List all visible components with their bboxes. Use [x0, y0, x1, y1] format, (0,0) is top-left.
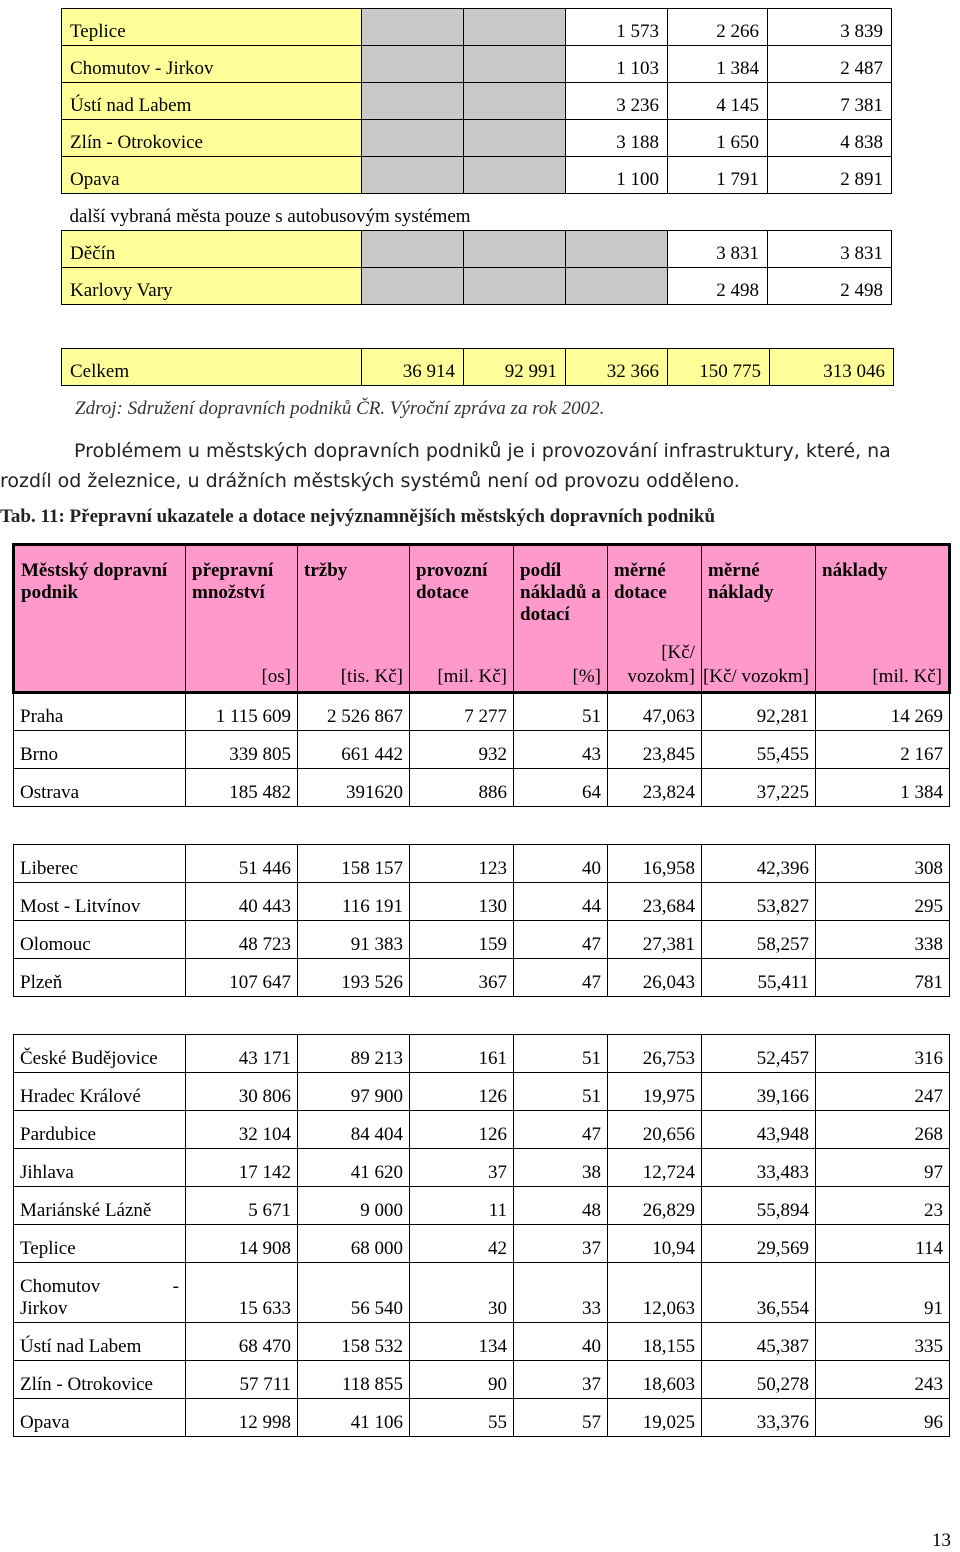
value-cell: 158 157: [298, 845, 410, 883]
table-row: [14, 1149, 950, 1187]
value-cell: 14 269: [816, 693, 950, 731]
value-cell: 12,724: [608, 1149, 702, 1187]
table-row: [14, 1263, 950, 1323]
value-cell: 52,457: [702, 1035, 816, 1073]
upper-total-table: [61, 348, 894, 386]
table-row: [14, 883, 950, 921]
value-cell: 45,387: [702, 1323, 816, 1361]
total-cell: 150 775: [668, 349, 770, 386]
value-cell: 308: [816, 845, 950, 883]
value-cell: 932: [410, 731, 514, 769]
city-name: Karlovy Vary: [62, 268, 362, 305]
company-name: Plzeň: [14, 959, 186, 997]
value-cell: 107 647: [186, 959, 298, 997]
value-cell: 1 384: [816, 769, 950, 807]
value-cell: 126: [410, 1073, 514, 1111]
company-name: České Budějovice: [14, 1035, 186, 1073]
total-cell: 313 046: [770, 349, 894, 386]
column-header: [186, 545, 298, 693]
city-name: Ústí nad Labem: [62, 83, 362, 120]
city-name: Teplice: [62, 9, 362, 46]
table-row: [14, 1225, 950, 1263]
value-cell: 40: [514, 1323, 608, 1361]
total-cell: 92 991: [464, 349, 566, 386]
paragraph-line: rozdíl od železnice, u drážních městských systémů není od provozu odděleno.: [0, 470, 740, 492]
empty-cell: [464, 120, 566, 157]
value-cell: 51: [514, 1035, 608, 1073]
company-name: Mariánské Lázně: [14, 1187, 186, 1225]
section-label: další vybraná města pouze s autobusovým systémem: [62, 194, 892, 231]
value-cell: 126: [410, 1111, 514, 1149]
name-dash: -: [172, 1276, 179, 1297]
empty-cell: [464, 231, 566, 268]
value-cell: 1 103: [566, 46, 668, 83]
value-cell: 23: [816, 1187, 950, 1225]
column-header: [298, 545, 410, 693]
value-cell: 4 838: [768, 120, 892, 157]
value-cell: 391620: [298, 769, 410, 807]
company-name: Jihlava: [14, 1149, 186, 1187]
empty-cell: [464, 83, 566, 120]
value-cell: 1 115 609: [186, 693, 298, 731]
value-cell: 37: [514, 1225, 608, 1263]
company-name: [14, 1263, 186, 1323]
value-cell: 23,684: [608, 883, 702, 921]
table-row: [14, 1073, 950, 1111]
value-cell: 118 855: [298, 1361, 410, 1399]
main-table: [12, 543, 951, 1437]
spacer-cell: [14, 997, 950, 1035]
value-cell: 193 526: [298, 959, 410, 997]
table-row: [14, 1111, 950, 1149]
value-cell: 11: [410, 1187, 514, 1225]
value-cell: 661 442: [298, 731, 410, 769]
value-cell: 55: [410, 1399, 514, 1437]
value-cell: 40: [514, 845, 608, 883]
table-caption: Tab. 11: Přepravní ukazatele a dotace nejvýznamnějších městských dopravních podniků: [0, 506, 716, 527]
value-cell: 1 791: [668, 157, 768, 194]
value-cell: 12,063: [608, 1263, 702, 1323]
value-cell: 20,656: [608, 1111, 702, 1149]
value-cell: 41 106: [298, 1399, 410, 1437]
table-row: [62, 268, 892, 305]
value-cell: 39,166: [702, 1073, 816, 1111]
value-cell: 3 188: [566, 120, 668, 157]
value-cell: 116 191: [298, 883, 410, 921]
value-cell: 12 998: [186, 1399, 298, 1437]
value-cell: 10,94: [608, 1225, 702, 1263]
empty-cell: [362, 83, 464, 120]
spacer-row: [14, 807, 950, 845]
value-cell: 43 171: [186, 1035, 298, 1073]
city-name: Zlín - Otrokovice: [62, 120, 362, 157]
upper-table: [61, 8, 892, 305]
value-cell: 339 805: [186, 731, 298, 769]
table-row: [62, 231, 892, 268]
column-header: [410, 545, 514, 693]
empty-cell: [464, 9, 566, 46]
header-label: měrné náklady: [708, 560, 774, 603]
total-cell: 36 914: [362, 349, 464, 386]
value-cell: 48: [514, 1187, 608, 1225]
value-cell: 247: [816, 1073, 950, 1111]
value-cell: 58,257: [702, 921, 816, 959]
value-cell: 57: [514, 1399, 608, 1437]
table-row: [14, 731, 950, 769]
header-unit: [mil. Kč]: [437, 666, 507, 687]
value-cell: 2 167: [816, 731, 950, 769]
value-cell: 185 482: [186, 769, 298, 807]
value-cell: 47: [514, 921, 608, 959]
value-cell: 51: [514, 1073, 608, 1111]
value-cell: 27,381: [608, 921, 702, 959]
value-cell: 51: [514, 693, 608, 731]
value-cell: 43,948: [702, 1111, 816, 1149]
company-name: Most - Litvínov: [14, 883, 186, 921]
header-unit: [os]: [261, 666, 291, 687]
value-cell: 268: [816, 1111, 950, 1149]
empty-cell: [362, 46, 464, 83]
value-cell: 1 573: [566, 9, 668, 46]
total-cell: 32 366: [566, 349, 668, 386]
value-cell: 38: [514, 1149, 608, 1187]
page-number: 13: [932, 1530, 951, 1551]
value-cell: 1 100: [566, 157, 668, 194]
value-cell: 5 671: [186, 1187, 298, 1225]
value-cell: 2 526 867: [298, 693, 410, 731]
value-cell: 2 498: [668, 268, 768, 305]
empty-cell: [362, 120, 464, 157]
header-label: náklady: [822, 560, 888, 581]
empty-cell: [464, 268, 566, 305]
value-cell: 14 908: [186, 1225, 298, 1263]
value-cell: 42,396: [702, 845, 816, 883]
city-name: Děčín: [62, 231, 362, 268]
value-cell: 26,753: [608, 1035, 702, 1073]
value-cell: 130: [410, 883, 514, 921]
value-cell: 47: [514, 1111, 608, 1149]
name-line: Jirkov: [20, 1298, 68, 1319]
value-cell: 18,155: [608, 1323, 702, 1361]
header-label: měrné dotace: [614, 560, 667, 603]
source-note: Zdroj: Sdružení dopravních podniků ČR. Výroční zpráva za rok 2002.: [75, 398, 605, 419]
value-cell: 68 470: [186, 1323, 298, 1361]
value-cell: 3 839: [768, 9, 892, 46]
value-cell: 51 446: [186, 845, 298, 883]
value-cell: 68 000: [298, 1225, 410, 1263]
table-row: [14, 1399, 950, 1437]
empty-cell: [566, 268, 668, 305]
column-header: [816, 545, 950, 693]
column-header: [514, 545, 608, 693]
company-name: Opava: [14, 1399, 186, 1437]
value-cell: 338: [816, 921, 950, 959]
value-cell: 91 383: [298, 921, 410, 959]
value-cell: 18,603: [608, 1361, 702, 1399]
value-cell: 781: [816, 959, 950, 997]
empty-cell: [362, 157, 464, 194]
value-cell: 37,225: [702, 769, 816, 807]
empty-cell: [566, 231, 668, 268]
value-cell: 23,824: [608, 769, 702, 807]
header-unit: [%]: [572, 666, 601, 687]
value-cell: 33,376: [702, 1399, 816, 1437]
header-label: Městský dopravní podnik: [21, 560, 168, 603]
value-cell: 92,281: [702, 693, 816, 731]
spacer-row: [14, 997, 950, 1035]
header-unit: [mil. Kč]: [872, 666, 942, 687]
city-name: Chomutov - Jirkov: [62, 46, 362, 83]
paragraph: [0, 436, 960, 496]
company-name: Olomouc: [14, 921, 186, 959]
value-cell: 44: [514, 883, 608, 921]
table-row: [14, 921, 950, 959]
value-cell: 1 650: [668, 120, 768, 157]
value-cell: 26,829: [608, 1187, 702, 1225]
column-header: [608, 545, 702, 693]
value-cell: 33: [514, 1263, 608, 1323]
header-label: provozní dotace: [416, 560, 488, 603]
value-cell: 23,845: [608, 731, 702, 769]
header-unit: [Kč/ vozokm]: [627, 642, 695, 687]
table-row: [14, 845, 950, 883]
value-cell: 43: [514, 731, 608, 769]
value-cell: 91: [816, 1263, 950, 1323]
value-cell: 96: [816, 1399, 950, 1437]
section-row: [62, 194, 892, 231]
table-row: [62, 83, 892, 120]
value-cell: 55,894: [702, 1187, 816, 1225]
empty-cell: [464, 157, 566, 194]
table-row: [62, 120, 892, 157]
company-name: Ostrava: [14, 769, 186, 807]
header-label: podíl nákladů a dotací: [520, 560, 601, 625]
table-row: [14, 1187, 950, 1225]
header-unit: [Kč/ vozokm]: [702, 666, 809, 687]
value-cell: 57 711: [186, 1361, 298, 1399]
table-row: [14, 769, 950, 807]
column-header: [702, 545, 816, 693]
value-cell: 17 142: [186, 1149, 298, 1187]
empty-cell: [362, 9, 464, 46]
table-row: [62, 46, 892, 83]
company-name: Brno: [14, 731, 186, 769]
value-cell: 2 891: [768, 157, 892, 194]
paragraph-line: Problémem u městských dopravních podniků je i provozování infrastruktury, které, na: [74, 440, 891, 462]
value-cell: 3 236: [566, 83, 668, 120]
value-cell: 47,063: [608, 693, 702, 731]
name-part: Chomutov: [20, 1276, 101, 1297]
value-cell: 37: [514, 1361, 608, 1399]
column-header: [14, 545, 186, 693]
value-cell: 4 145: [668, 83, 768, 120]
company-name: Praha: [14, 693, 186, 731]
value-cell: 123: [410, 845, 514, 883]
value-cell: 7 277: [410, 693, 514, 731]
spacer-cell: [14, 807, 950, 845]
company-name: Ústí nad Labem: [14, 1323, 186, 1361]
value-cell: 19,975: [608, 1073, 702, 1111]
company-name: Teplice: [14, 1225, 186, 1263]
value-cell: 50,278: [702, 1361, 816, 1399]
value-cell: 64: [514, 769, 608, 807]
value-cell: 15 633: [186, 1263, 298, 1323]
empty-cell: [362, 231, 464, 268]
value-cell: 41 620: [298, 1149, 410, 1187]
value-cell: 114: [816, 1225, 950, 1263]
value-cell: 53,827: [702, 883, 816, 921]
city-name: Opava: [62, 157, 362, 194]
empty-cell: [362, 268, 464, 305]
value-cell: 90: [410, 1361, 514, 1399]
value-cell: 3 831: [668, 231, 768, 268]
value-cell: 48 723: [186, 921, 298, 959]
company-name: Zlín - Otrokovice: [14, 1361, 186, 1399]
value-cell: 367: [410, 959, 514, 997]
value-cell: 56 540: [298, 1263, 410, 1323]
value-cell: 55,411: [702, 959, 816, 997]
value-cell: 37: [410, 1149, 514, 1187]
value-cell: 29,569: [702, 1225, 816, 1263]
value-cell: 26,043: [608, 959, 702, 997]
value-cell: 158 532: [298, 1323, 410, 1361]
company-name: Pardubice: [14, 1111, 186, 1149]
company-name: Liberec: [14, 845, 186, 883]
value-cell: 19,025: [608, 1399, 702, 1437]
value-cell: 243: [816, 1361, 950, 1399]
value-cell: 9 000: [298, 1187, 410, 1225]
value-cell: 134: [410, 1323, 514, 1361]
value-cell: 16,958: [608, 845, 702, 883]
value-cell: 159: [410, 921, 514, 959]
empty-cell: [464, 46, 566, 83]
header-label: tržby: [304, 560, 348, 581]
value-cell: 47: [514, 959, 608, 997]
company-name: Hradec Králové: [14, 1073, 186, 1111]
value-cell: 33,483: [702, 1149, 816, 1187]
value-cell: 89 213: [298, 1035, 410, 1073]
value-cell: 84 404: [298, 1111, 410, 1149]
value-cell: 3 831: [768, 231, 892, 268]
value-cell: 30 806: [186, 1073, 298, 1111]
value-cell: 1 384: [668, 46, 768, 83]
value-cell: 40 443: [186, 883, 298, 921]
value-cell: 295: [816, 883, 950, 921]
value-cell: 316: [816, 1035, 950, 1073]
table-row: [14, 1323, 950, 1361]
header-unit: [tis. Kč]: [340, 666, 403, 687]
value-cell: 55,455: [702, 731, 816, 769]
value-cell: 30: [410, 1263, 514, 1323]
value-cell: 42: [410, 1225, 514, 1263]
table-row: [14, 1361, 950, 1399]
name-line: [20, 1276, 179, 1298]
value-cell: 97 900: [298, 1073, 410, 1111]
table-row: [14, 959, 950, 997]
total-label: Celkem: [62, 349, 362, 386]
value-cell: 32 104: [186, 1111, 298, 1149]
header-row: [14, 545, 950, 693]
value-cell: 2 266: [668, 9, 768, 46]
value-cell: 2 487: [768, 46, 892, 83]
total-row: [62, 349, 894, 386]
value-cell: 2 498: [768, 268, 892, 305]
value-cell: 97: [816, 1149, 950, 1187]
table-row: [62, 157, 892, 194]
value-cell: 335: [816, 1323, 950, 1361]
value-cell: 886: [410, 769, 514, 807]
table-row: [62, 9, 892, 46]
table-row: [14, 1035, 950, 1073]
value-cell: 161: [410, 1035, 514, 1073]
value-cell: 7 381: [768, 83, 892, 120]
header-label: přepravní množství: [192, 560, 274, 603]
table-row: [14, 693, 950, 731]
value-cell: 36,554: [702, 1263, 816, 1323]
